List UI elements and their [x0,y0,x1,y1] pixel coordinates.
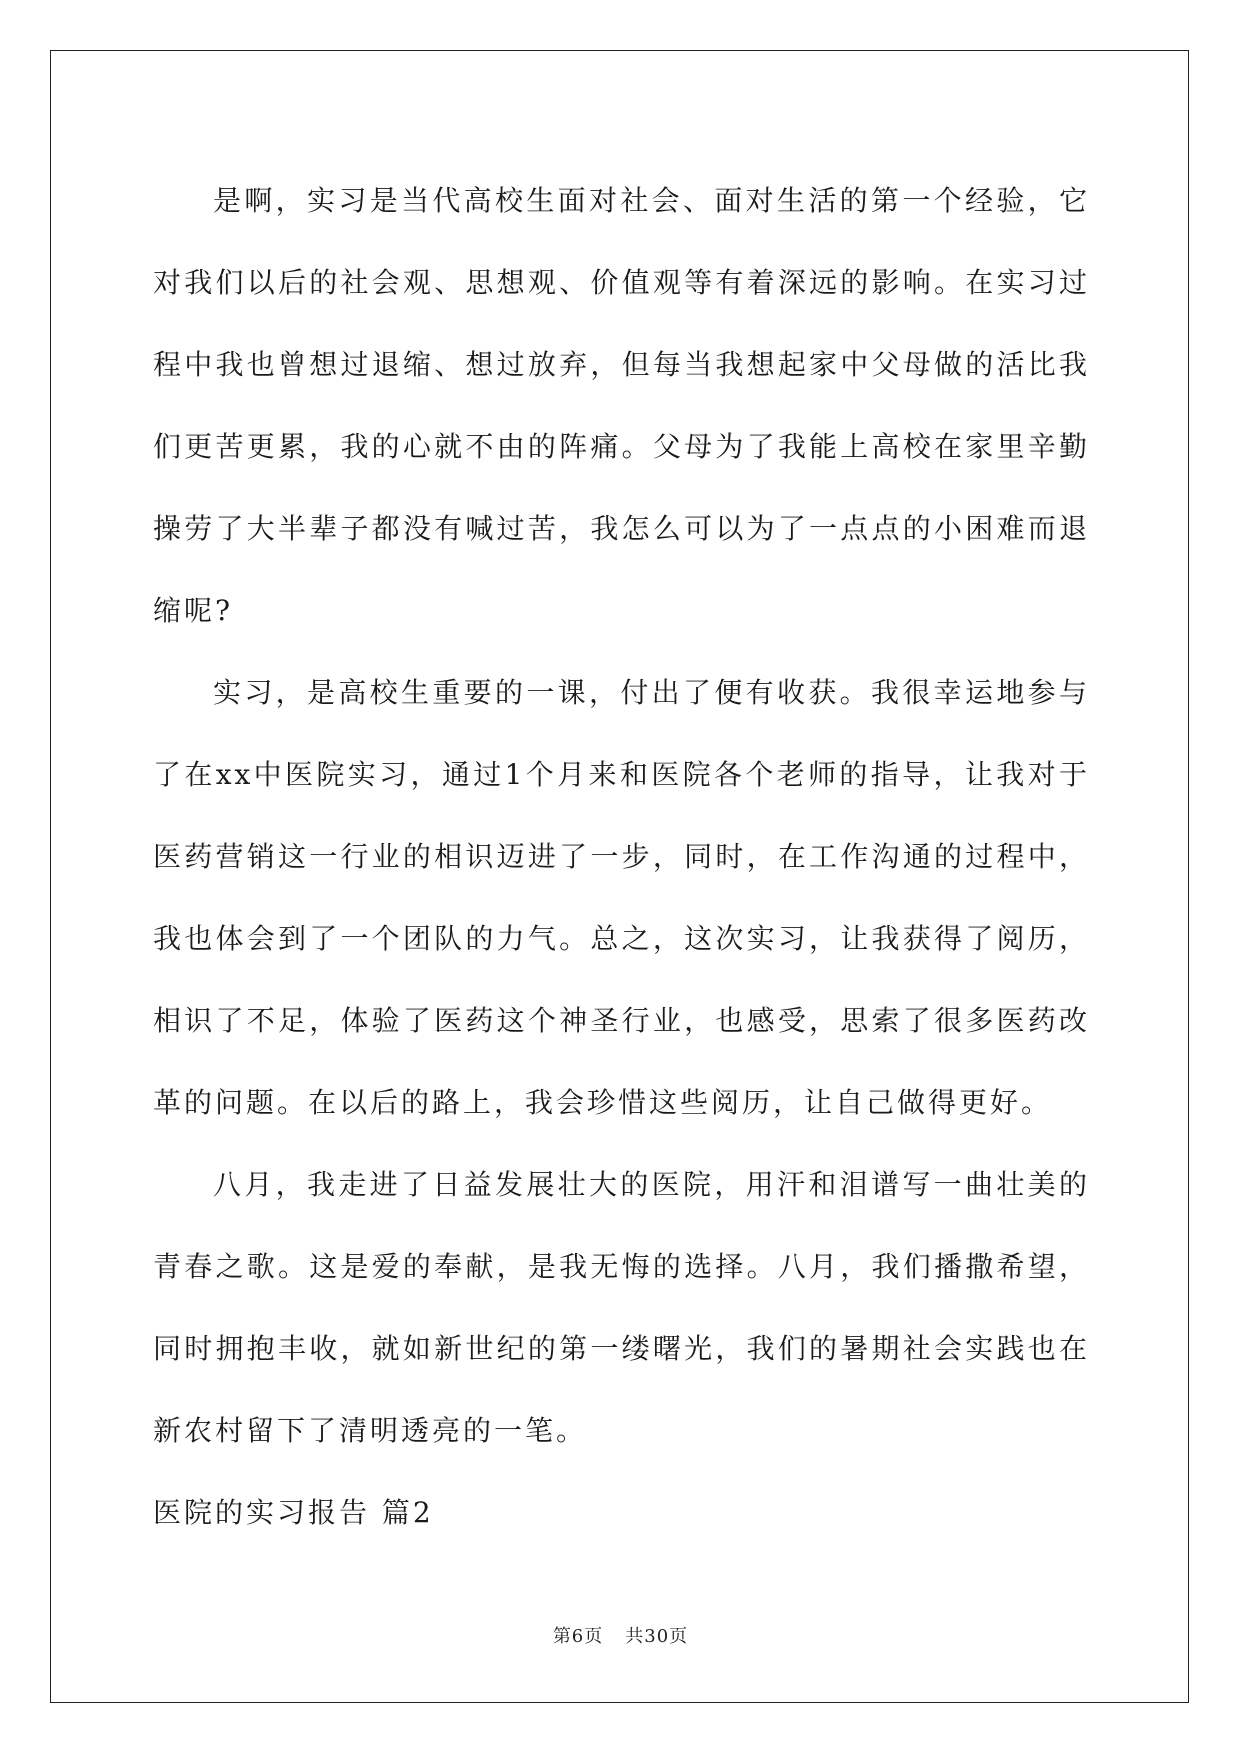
page-total: 共30页 [625,1626,689,1647]
page-number: 第6页 [552,1626,604,1647]
document-body [153,160,1090,1554]
paragraph-3: 八月，我走进了日益发展壮大的医院，用汗和泪谱写一曲壮美的青春之歌。这是爱的奉献，是我无悔的选择。八月，我们播撒希望，同时拥抱丰收，就如新世纪的第一缕曙光，我们的暑期社会实践也在新农村留下了清明透亮的一笔。 [153,1168,1090,1447]
paragraph-1: 是啊，实习是当代高校生面对社会、面对生活的第一个经验，它对我们以后的社会观、思想观、价值观等有着深远的影响。在实习过程中我也曾想过退缩、想过放弃，但每当我想起家中父母做的活比我们更苦更累，我的心就不由的阵痛。父母为了我能上高校在家里辛勤操劳了大半辈子都没有喊过苦，我怎么可以为了一点点的小困难而退缩呢? [153,184,1090,627]
section-title: 医院的实习报告 篇2 [153,1496,434,1529]
paragraph-2: 实习，是高校生重要的一课，付出了便有收获。我很幸运地参与了在xx中医院实习，通过1个月来和医院各个老师的指导，让我对于医药营销这一行业的相识迈进了一步，同时，在工作沟通的过程中，我也体会到了一个团队的力气。总之，这次实习，让我获得了阅历，相识了不足，体验了医药这个神圣行业，也感受，思索了很多医药改革的问题。在以后的路上，我会珍惜这些阅历，让自己做得更好。 [153,676,1090,1119]
page-footer [0,1622,1241,1648]
